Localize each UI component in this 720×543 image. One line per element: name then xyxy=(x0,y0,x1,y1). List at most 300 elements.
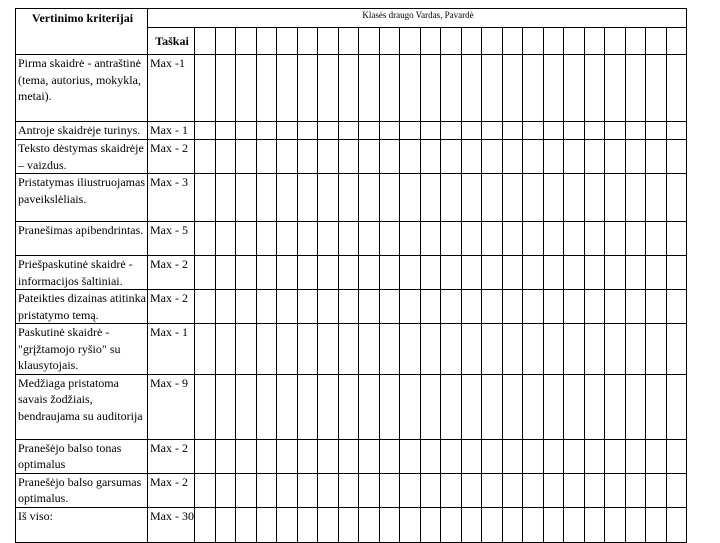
score-cell[interactable] xyxy=(441,290,462,324)
score-cell[interactable] xyxy=(400,140,421,174)
score-cell[interactable] xyxy=(256,507,277,542)
score-cell[interactable] xyxy=(482,439,503,473)
score-cell[interactable] xyxy=(379,439,400,473)
score-cell[interactable] xyxy=(584,374,605,439)
score-cell[interactable] xyxy=(256,290,277,324)
score-cell[interactable] xyxy=(256,324,277,375)
score-cell[interactable] xyxy=(502,290,523,324)
score-cell[interactable] xyxy=(420,439,441,473)
score-cell[interactable] xyxy=(625,324,646,375)
score-cell[interactable] xyxy=(584,473,605,507)
score-cell[interactable] xyxy=(666,374,687,439)
score-cell[interactable] xyxy=(584,174,605,222)
score-cell[interactable] xyxy=(379,55,400,122)
score-cell[interactable] xyxy=(236,28,257,55)
score-cell[interactable] xyxy=(400,55,421,122)
score-cell[interactable] xyxy=(256,473,277,507)
score-cell[interactable] xyxy=(543,473,564,507)
score-cell[interactable] xyxy=(543,140,564,174)
score-cell[interactable] xyxy=(420,140,441,174)
score-cell[interactable] xyxy=(625,222,646,256)
score-cell[interactable] xyxy=(215,324,236,375)
score-cell[interactable] xyxy=(236,55,257,122)
score-cell[interactable] xyxy=(338,222,359,256)
score-cell[interactable] xyxy=(359,174,380,222)
score-cell[interactable] xyxy=(379,28,400,55)
score-cell[interactable] xyxy=(338,174,359,222)
score-cell[interactable] xyxy=(379,222,400,256)
score-cell[interactable] xyxy=(297,55,318,122)
score-cell[interactable] xyxy=(543,28,564,55)
score-cell[interactable] xyxy=(666,324,687,375)
score-cell[interactable] xyxy=(625,55,646,122)
score-cell[interactable] xyxy=(564,473,585,507)
score-cell[interactable] xyxy=(297,122,318,140)
score-cell[interactable] xyxy=(666,174,687,222)
score-cell[interactable] xyxy=(400,256,421,290)
score-cell[interactable] xyxy=(400,374,421,439)
score-cell[interactable] xyxy=(482,55,503,122)
score-cell[interactable] xyxy=(543,324,564,375)
score-cell[interactable] xyxy=(256,439,277,473)
score-cell[interactable] xyxy=(441,507,462,542)
score-cell[interactable] xyxy=(625,256,646,290)
score-cell[interactable] xyxy=(523,507,544,542)
score-cell[interactable] xyxy=(646,473,667,507)
score-cell[interactable] xyxy=(441,439,462,473)
score-cell[interactable] xyxy=(318,374,339,439)
score-cell[interactable] xyxy=(646,28,667,55)
score-cell[interactable] xyxy=(318,140,339,174)
score-cell[interactable] xyxy=(625,122,646,140)
score-cell[interactable] xyxy=(543,222,564,256)
score-cell[interactable] xyxy=(502,439,523,473)
score-cell[interactable] xyxy=(584,290,605,324)
score-cell[interactable] xyxy=(338,256,359,290)
score-cell[interactable] xyxy=(215,374,236,439)
score-cell[interactable] xyxy=(420,28,441,55)
score-cell[interactable] xyxy=(359,140,380,174)
score-cell[interactable] xyxy=(625,374,646,439)
score-cell[interactable] xyxy=(605,140,626,174)
score-cell[interactable] xyxy=(420,374,441,439)
score-cell[interactable] xyxy=(461,473,482,507)
score-cell[interactable] xyxy=(338,324,359,375)
score-cell[interactable] xyxy=(400,28,421,55)
score-cell[interactable] xyxy=(461,55,482,122)
score-cell[interactable] xyxy=(543,290,564,324)
score-cell[interactable] xyxy=(338,439,359,473)
score-cell[interactable] xyxy=(666,28,687,55)
score-cell[interactable] xyxy=(379,256,400,290)
score-cell[interactable] xyxy=(297,290,318,324)
score-cell[interactable] xyxy=(236,256,257,290)
score-cell[interactable] xyxy=(256,140,277,174)
score-cell[interactable] xyxy=(584,55,605,122)
score-cell[interactable] xyxy=(646,290,667,324)
score-cell[interactable] xyxy=(605,324,626,375)
score-cell[interactable] xyxy=(215,140,236,174)
score-cell[interactable] xyxy=(338,507,359,542)
score-cell[interactable] xyxy=(195,290,216,324)
score-cell[interactable] xyxy=(338,140,359,174)
score-cell[interactable] xyxy=(215,174,236,222)
score-cell[interactable] xyxy=(461,507,482,542)
score-cell[interactable] xyxy=(564,324,585,375)
score-cell[interactable] xyxy=(605,122,626,140)
score-cell[interactable] xyxy=(564,256,585,290)
score-cell[interactable] xyxy=(297,324,318,375)
score-cell[interactable] xyxy=(420,174,441,222)
score-cell[interactable] xyxy=(666,55,687,122)
score-cell[interactable] xyxy=(441,256,462,290)
score-cell[interactable] xyxy=(523,324,544,375)
score-cell[interactable] xyxy=(625,473,646,507)
score-cell[interactable] xyxy=(646,55,667,122)
score-cell[interactable] xyxy=(441,174,462,222)
score-cell[interactable] xyxy=(441,222,462,256)
score-cell[interactable] xyxy=(195,122,216,140)
score-cell[interactable] xyxy=(256,222,277,256)
score-cell[interactable] xyxy=(441,473,462,507)
score-cell[interactable] xyxy=(482,473,503,507)
score-cell[interactable] xyxy=(215,122,236,140)
score-cell[interactable] xyxy=(400,439,421,473)
score-cell[interactable] xyxy=(195,140,216,174)
score-cell[interactable] xyxy=(502,256,523,290)
score-cell[interactable] xyxy=(359,28,380,55)
score-cell[interactable] xyxy=(441,374,462,439)
score-cell[interactable] xyxy=(297,374,318,439)
score-cell[interactable] xyxy=(420,122,441,140)
score-cell[interactable] xyxy=(359,439,380,473)
score-cell[interactable] xyxy=(666,122,687,140)
score-cell[interactable] xyxy=(666,290,687,324)
score-cell[interactable] xyxy=(195,28,216,55)
score-cell[interactable] xyxy=(605,473,626,507)
score-cell[interactable] xyxy=(646,174,667,222)
score-cell[interactable] xyxy=(359,222,380,256)
score-cell[interactable] xyxy=(236,222,257,256)
score-cell[interactable] xyxy=(277,507,298,542)
score-cell[interactable] xyxy=(646,256,667,290)
score-cell[interactable] xyxy=(666,256,687,290)
score-cell[interactable] xyxy=(256,374,277,439)
score-cell[interactable] xyxy=(584,507,605,542)
score-cell[interactable] xyxy=(461,174,482,222)
score-cell[interactable] xyxy=(605,55,626,122)
score-cell[interactable] xyxy=(523,374,544,439)
score-cell[interactable] xyxy=(502,374,523,439)
score-cell[interactable] xyxy=(297,140,318,174)
score-cell[interactable] xyxy=(523,439,544,473)
score-cell[interactable] xyxy=(543,55,564,122)
score-cell[interactable] xyxy=(646,374,667,439)
score-cell[interactable] xyxy=(564,122,585,140)
score-cell[interactable] xyxy=(666,222,687,256)
score-cell[interactable] xyxy=(420,222,441,256)
score-cell[interactable] xyxy=(236,439,257,473)
score-cell[interactable] xyxy=(215,55,236,122)
score-cell[interactable] xyxy=(277,473,298,507)
score-cell[interactable] xyxy=(605,507,626,542)
score-cell[interactable] xyxy=(277,256,298,290)
score-cell[interactable] xyxy=(646,507,667,542)
score-cell[interactable] xyxy=(461,439,482,473)
score-cell[interactable] xyxy=(420,507,441,542)
score-cell[interactable] xyxy=(482,324,503,375)
score-cell[interactable] xyxy=(543,174,564,222)
score-cell[interactable] xyxy=(564,28,585,55)
score-cell[interactable] xyxy=(461,290,482,324)
score-cell[interactable] xyxy=(441,55,462,122)
score-cell[interactable] xyxy=(420,473,441,507)
score-cell[interactable] xyxy=(523,290,544,324)
score-cell[interactable] xyxy=(441,140,462,174)
score-cell[interactable] xyxy=(441,324,462,375)
score-cell[interactable] xyxy=(461,324,482,375)
score-cell[interactable] xyxy=(502,174,523,222)
score-cell[interactable] xyxy=(236,374,257,439)
score-cell[interactable] xyxy=(461,256,482,290)
score-cell[interactable] xyxy=(646,122,667,140)
score-cell[interactable] xyxy=(564,374,585,439)
score-cell[interactable] xyxy=(502,55,523,122)
score-cell[interactable] xyxy=(277,374,298,439)
score-cell[interactable] xyxy=(277,290,298,324)
score-cell[interactable] xyxy=(543,122,564,140)
score-cell[interactable] xyxy=(502,140,523,174)
score-cell[interactable] xyxy=(523,222,544,256)
score-cell[interactable] xyxy=(215,439,236,473)
score-cell[interactable] xyxy=(482,28,503,55)
score-cell[interactable] xyxy=(359,374,380,439)
score-cell[interactable] xyxy=(297,174,318,222)
score-cell[interactable] xyxy=(605,374,626,439)
score-cell[interactable] xyxy=(236,140,257,174)
score-cell[interactable] xyxy=(215,222,236,256)
score-cell[interactable] xyxy=(277,28,298,55)
score-cell[interactable] xyxy=(379,507,400,542)
score-cell[interactable] xyxy=(482,374,503,439)
score-cell[interactable] xyxy=(277,122,298,140)
score-cell[interactable] xyxy=(297,473,318,507)
score-cell[interactable] xyxy=(379,290,400,324)
score-cell[interactable] xyxy=(523,174,544,222)
score-cell[interactable] xyxy=(297,222,318,256)
score-cell[interactable] xyxy=(523,473,544,507)
score-cell[interactable] xyxy=(277,324,298,375)
score-cell[interactable] xyxy=(338,28,359,55)
score-cell[interactable] xyxy=(482,256,503,290)
score-cell[interactable] xyxy=(215,473,236,507)
score-cell[interactable] xyxy=(543,256,564,290)
score-cell[interactable] xyxy=(277,174,298,222)
score-cell[interactable] xyxy=(584,324,605,375)
score-cell[interactable] xyxy=(195,256,216,290)
score-cell[interactable] xyxy=(359,324,380,375)
score-cell[interactable] xyxy=(605,174,626,222)
score-cell[interactable] xyxy=(256,28,277,55)
score-cell[interactable] xyxy=(236,290,257,324)
score-cell[interactable] xyxy=(318,256,339,290)
score-cell[interactable] xyxy=(441,28,462,55)
score-cell[interactable] xyxy=(297,28,318,55)
score-cell[interactable] xyxy=(318,290,339,324)
score-cell[interactable] xyxy=(236,174,257,222)
score-cell[interactable] xyxy=(277,140,298,174)
score-cell[interactable] xyxy=(297,256,318,290)
score-cell[interactable] xyxy=(338,290,359,324)
score-cell[interactable] xyxy=(605,256,626,290)
score-cell[interactable] xyxy=(400,290,421,324)
score-cell[interactable] xyxy=(420,290,441,324)
score-cell[interactable] xyxy=(215,507,236,542)
score-cell[interactable] xyxy=(543,374,564,439)
score-cell[interactable] xyxy=(523,256,544,290)
score-cell[interactable] xyxy=(502,28,523,55)
score-cell[interactable] xyxy=(523,140,544,174)
score-cell[interactable] xyxy=(236,507,257,542)
score-cell[interactable] xyxy=(461,122,482,140)
score-cell[interactable] xyxy=(215,28,236,55)
score-cell[interactable] xyxy=(666,507,687,542)
score-cell[interactable] xyxy=(543,439,564,473)
score-cell[interactable] xyxy=(482,507,503,542)
score-cell[interactable] xyxy=(236,473,257,507)
score-cell[interactable] xyxy=(564,507,585,542)
score-cell[interactable] xyxy=(646,324,667,375)
score-cell[interactable] xyxy=(564,222,585,256)
score-cell[interactable] xyxy=(605,290,626,324)
score-cell[interactable] xyxy=(338,55,359,122)
score-cell[interactable] xyxy=(359,122,380,140)
score-cell[interactable] xyxy=(318,28,339,55)
score-cell[interactable] xyxy=(502,222,523,256)
score-cell[interactable] xyxy=(400,324,421,375)
score-cell[interactable] xyxy=(625,507,646,542)
score-cell[interactable] xyxy=(461,140,482,174)
score-cell[interactable] xyxy=(318,324,339,375)
score-cell[interactable] xyxy=(461,374,482,439)
score-cell[interactable] xyxy=(236,324,257,375)
score-cell[interactable] xyxy=(359,55,380,122)
score-cell[interactable] xyxy=(502,507,523,542)
score-cell[interactable] xyxy=(195,439,216,473)
score-cell[interactable] xyxy=(584,140,605,174)
score-cell[interactable] xyxy=(461,222,482,256)
score-cell[interactable] xyxy=(564,174,585,222)
score-cell[interactable] xyxy=(666,473,687,507)
score-cell[interactable] xyxy=(400,473,421,507)
score-cell[interactable] xyxy=(277,55,298,122)
score-cell[interactable] xyxy=(461,28,482,55)
score-cell[interactable] xyxy=(195,324,216,375)
score-cell[interactable] xyxy=(359,290,380,324)
score-cell[interactable] xyxy=(584,222,605,256)
score-cell[interactable] xyxy=(625,28,646,55)
score-cell[interactable] xyxy=(502,122,523,140)
score-cell[interactable] xyxy=(318,174,339,222)
score-cell[interactable] xyxy=(400,222,421,256)
score-cell[interactable] xyxy=(584,122,605,140)
score-cell[interactable] xyxy=(215,290,236,324)
score-cell[interactable] xyxy=(564,140,585,174)
score-cell[interactable] xyxy=(605,28,626,55)
score-cell[interactable] xyxy=(379,174,400,222)
score-cell[interactable] xyxy=(359,473,380,507)
score-cell[interactable] xyxy=(625,290,646,324)
score-cell[interactable] xyxy=(318,439,339,473)
score-cell[interactable] xyxy=(379,140,400,174)
score-cell[interactable] xyxy=(195,55,216,122)
score-cell[interactable] xyxy=(584,256,605,290)
score-cell[interactable] xyxy=(318,122,339,140)
score-cell[interactable] xyxy=(523,55,544,122)
score-cell[interactable] xyxy=(338,122,359,140)
score-cell[interactable] xyxy=(482,290,503,324)
score-cell[interactable] xyxy=(420,55,441,122)
score-cell[interactable] xyxy=(195,507,216,542)
score-cell[interactable] xyxy=(666,439,687,473)
score-cell[interactable] xyxy=(564,55,585,122)
score-cell[interactable] xyxy=(195,174,216,222)
score-cell[interactable] xyxy=(605,439,626,473)
score-cell[interactable] xyxy=(420,256,441,290)
score-cell[interactable] xyxy=(379,324,400,375)
score-cell[interactable] xyxy=(564,290,585,324)
score-cell[interactable] xyxy=(625,439,646,473)
score-cell[interactable] xyxy=(195,473,216,507)
score-cell[interactable] xyxy=(482,174,503,222)
score-cell[interactable] xyxy=(605,222,626,256)
score-cell[interactable] xyxy=(195,222,216,256)
score-cell[interactable] xyxy=(441,122,462,140)
score-cell[interactable] xyxy=(666,140,687,174)
score-cell[interactable] xyxy=(400,122,421,140)
score-cell[interactable] xyxy=(646,439,667,473)
score-cell[interactable] xyxy=(256,174,277,222)
score-cell[interactable] xyxy=(338,374,359,439)
score-cell[interactable] xyxy=(625,140,646,174)
score-cell[interactable] xyxy=(646,222,667,256)
score-cell[interactable] xyxy=(523,28,544,55)
score-cell[interactable] xyxy=(318,507,339,542)
score-cell[interactable] xyxy=(482,122,503,140)
score-cell[interactable] xyxy=(379,122,400,140)
score-cell[interactable] xyxy=(318,55,339,122)
score-cell[interactable] xyxy=(502,324,523,375)
score-cell[interactable] xyxy=(318,222,339,256)
score-cell[interactable] xyxy=(256,256,277,290)
score-cell[interactable] xyxy=(420,324,441,375)
score-cell[interactable] xyxy=(277,222,298,256)
score-cell[interactable] xyxy=(502,473,523,507)
score-cell[interactable] xyxy=(297,507,318,542)
score-cell[interactable] xyxy=(195,374,216,439)
score-cell[interactable] xyxy=(523,122,544,140)
score-cell[interactable] xyxy=(482,222,503,256)
score-cell[interactable] xyxy=(256,122,277,140)
score-cell[interactable] xyxy=(400,507,421,542)
score-cell[interactable] xyxy=(318,473,339,507)
score-cell[interactable] xyxy=(584,439,605,473)
score-cell[interactable] xyxy=(564,439,585,473)
score-cell[interactable] xyxy=(543,507,564,542)
score-cell[interactable] xyxy=(256,55,277,122)
score-cell[interactable] xyxy=(215,256,236,290)
score-cell[interactable] xyxy=(277,439,298,473)
